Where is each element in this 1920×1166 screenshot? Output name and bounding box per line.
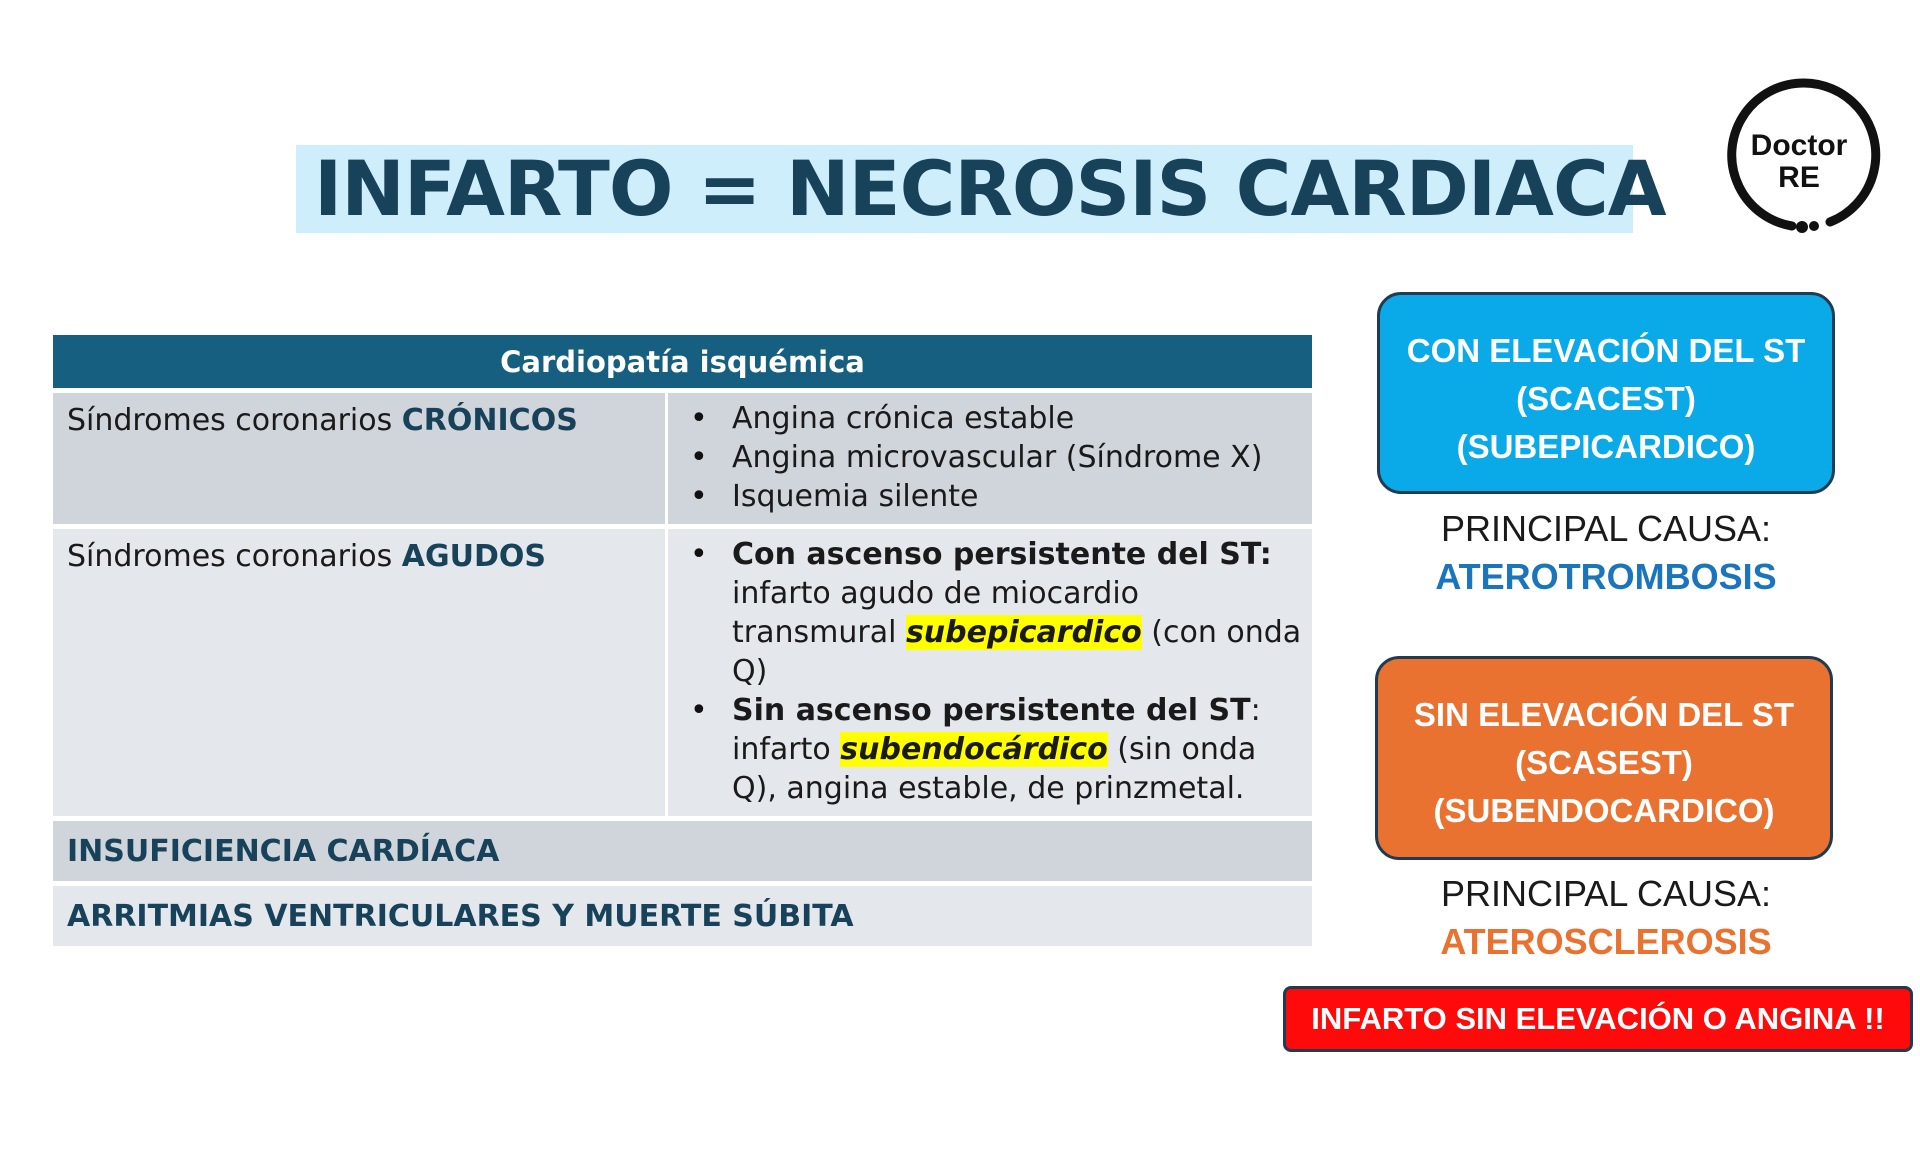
table-row-chronic (53, 391, 1312, 527)
cause-value-aterosclerosis: ATEROSCLEROSIS (1440, 921, 1772, 962)
acute-label: Síndromes coronarios AGUDOS (53, 527, 667, 819)
st-no-elevation-line3: (SUBENDOCARDICO) (1433, 792, 1775, 829)
list-item: • Sin ascenso persistente del ST: infarto subendocárdico (sin onda Q), angina estable, de prinzmetal. (732, 691, 1302, 808)
acute-list (682, 535, 1302, 808)
cause-label: PRINCIPAL CAUSA: (1440, 873, 1772, 914)
chronic-bold: CRÓNICOS (401, 403, 578, 438)
cause-st-elevation (1366, 505, 1846, 601)
chronic-list-cell (667, 391, 1313, 527)
logo-text (1712, 130, 1886, 194)
logo-line1: Doctor (1750, 129, 1848, 162)
list-item: • Angina crónica estable (732, 399, 1302, 438)
st-elevation-line3: (SUBEPICARDICO) (1456, 428, 1756, 465)
page-title: INFARTO = NECROSIS CARDIACA (314, 144, 1666, 233)
highlight-subendocardico: subendocárdico (840, 732, 1108, 767)
st-elevation-box (1377, 292, 1835, 494)
alert-banner: INFARTO SIN ELEVACIÓN O ANGINA !! (1283, 986, 1913, 1052)
highlight-subepicardico: subepicardico (905, 615, 1142, 650)
st-no-elevation-box (1375, 656, 1833, 860)
acute-list-cell (667, 527, 1313, 819)
st-elevation-line1: CON ELEVACIÓN DEL ST (1406, 332, 1806, 369)
heart-failure-label: INSUFICIENCIA CARDÍACA (53, 819, 1312, 884)
list-item: • Isquemia silente (732, 477, 1302, 516)
chronic-list (682, 399, 1302, 516)
acute-bold: AGUDOS (401, 539, 546, 574)
table-row-acute (53, 527, 1312, 819)
table-header: Cardiopatía isquémica (53, 335, 1312, 391)
cause-value-aterotrombosis: ATEROTROMBOSIS (1435, 556, 1777, 597)
table-row-arrhythmias (53, 884, 1312, 947)
st-elevation-line2: (SCACEST) (1516, 380, 1696, 417)
st-no-elevation-line1: SIN ELEVACIÓN DEL ST (1413, 696, 1795, 733)
arrhythmias-label: ARRITMIAS VENTRICULARES Y MUERTE SÚBITA (53, 884, 1312, 947)
logo-line2: RE (1778, 161, 1820, 194)
list-item: • Angina microvascular (Síndrome X) (732, 438, 1302, 477)
list-item: • Con ascenso persistente del ST: infarto agudo de miocardio transmural subepicardico (con onda Q) (732, 535, 1302, 691)
st-no-elevation-line2: (SCASEST) (1515, 744, 1693, 781)
ischemic-heart-table (53, 335, 1312, 946)
cause-st-no-elevation (1366, 870, 1846, 966)
chronic-label: Síndromes coronarios CRÓNICOS (53, 391, 667, 527)
cause-label: PRINCIPAL CAUSA: (1440, 508, 1772, 549)
table-row-heart-failure (53, 819, 1312, 884)
